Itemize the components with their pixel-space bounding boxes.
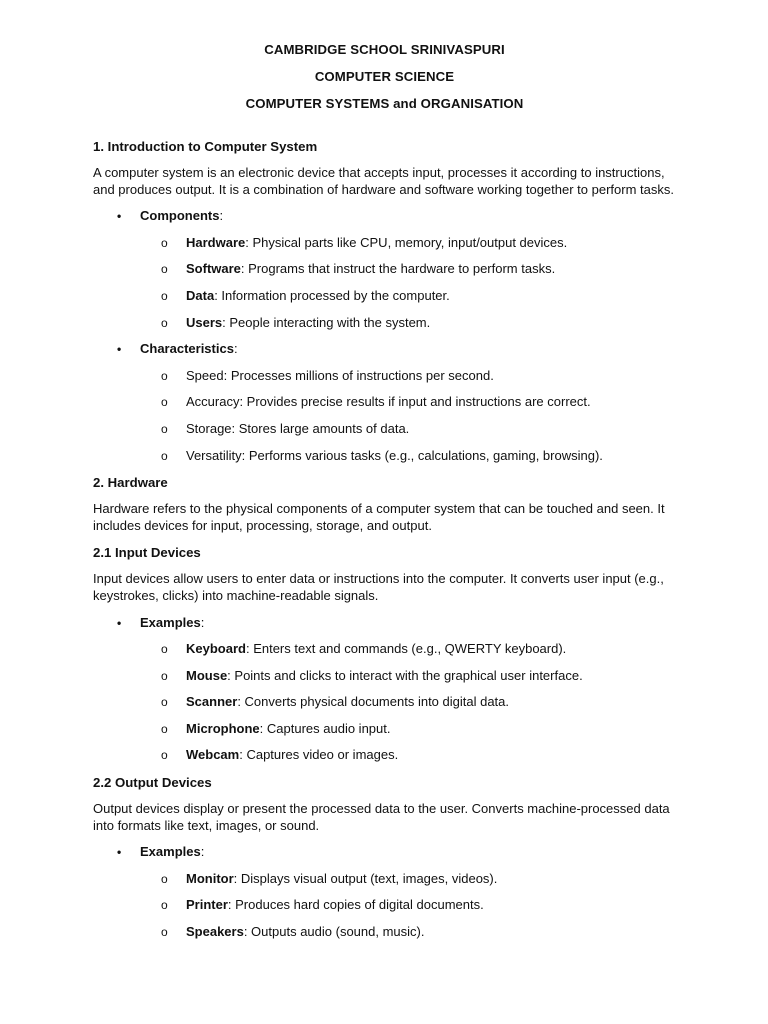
term: Printer	[186, 897, 228, 913]
section-2-2-heading: 2.2 Output Devices	[93, 775, 212, 791]
examples-bullet	[93, 844, 676, 861]
term: Software	[186, 261, 241, 277]
sub-bullet-glyph: o	[161, 448, 168, 463]
list-item	[93, 694, 676, 711]
examples-label: Examples	[140, 844, 201, 860]
section-2-1-intro: Input devices allow users to enter data or instructions into the computer. It converts user input (e.g., keystrokes, clicks) into machine-readable signals.	[93, 571, 664, 603]
colon: :	[200, 844, 205, 860]
term: Scanner	[186, 694, 238, 710]
bullet-glyph: •	[117, 209, 122, 224]
sub-bullet-glyph: o	[161, 262, 168, 277]
sub-bullet-glyph: o	[161, 668, 168, 683]
description: : People interacting with the system.	[222, 314, 431, 330]
list-item	[93, 897, 676, 914]
list-item	[93, 421, 676, 438]
colon: :	[200, 614, 205, 630]
term: Monitor	[186, 870, 234, 886]
bullet-glyph: •	[117, 845, 122, 860]
description: : Outputs audio (sound, music).	[243, 924, 425, 940]
subject-title: COMPUTER SCIENCE	[314, 69, 455, 84]
list-item	[93, 668, 676, 685]
description: : Programs that instruct the hardware to perform tasks.	[240, 261, 556, 277]
term: Keyboard	[186, 641, 246, 657]
description: : Displays visual output (text, images, videos).	[233, 870, 498, 886]
term: Hardware	[186, 234, 246, 250]
section-1-list	[93, 208, 676, 464]
characteristics-bullet	[93, 341, 676, 358]
examples-label: Examples	[140, 614, 201, 630]
list-item	[93, 315, 676, 332]
description: : Physical parts like CPU, memory, input/output devices.	[245, 234, 568, 250]
list-item	[93, 747, 676, 764]
list-item	[93, 448, 676, 465]
sub-bullet-glyph: o	[161, 421, 168, 436]
description: : Produces hard copies of digital documents.	[227, 897, 484, 913]
bullet-glyph: •	[117, 615, 122, 630]
description: : Points and clicks to interact with the graphical user interface.	[227, 667, 583, 683]
characteristics-label: Characteristics	[140, 341, 234, 357]
sub-bullet-glyph: o	[161, 695, 168, 710]
sub-bullet-glyph: o	[161, 721, 168, 736]
sub-bullet-glyph: o	[161, 395, 168, 410]
description: : Captures audio input.	[259, 720, 391, 736]
description: : Enters text and commands (e.g., QWERTY keyboard).	[245, 641, 567, 657]
list-item	[93, 235, 676, 252]
description: : Captures video or images.	[239, 747, 399, 763]
term: Data	[186, 287, 215, 303]
description: : Converts physical documents into digital data.	[237, 694, 510, 710]
characteristic-text: Storage: Stores large amounts of data.	[186, 420, 410, 436]
characteristic-text: Versatility: Performs various tasks (e.g., calculations, gaming, browsing).	[186, 447, 603, 463]
components-bullet	[93, 208, 676, 225]
list-item	[93, 288, 676, 305]
term: Webcam	[186, 747, 240, 763]
sub-bullet-glyph: o	[161, 368, 168, 383]
description: : Information processed by the computer.	[214, 287, 450, 303]
section-1-intro: A computer system is an electronic device that accepts input, processes it according to instructions, and produces output. It is a combination of hardware and software working together to perform tasks.	[93, 165, 674, 197]
list-item	[93, 641, 676, 658]
input-devices-list	[93, 615, 676, 765]
sub-bullet-glyph: o	[161, 642, 168, 657]
list-item	[93, 261, 676, 278]
topic-title: COMPUTER SYSTEMS and ORGANISATION	[245, 96, 524, 111]
characteristic-text: Speed: Processes millions of instructions per second.	[186, 367, 494, 383]
term: Mouse	[186, 667, 228, 683]
bullet-glyph: •	[117, 342, 122, 357]
list-item	[93, 924, 676, 941]
term: Microphone	[186, 720, 260, 736]
sub-bullet-glyph: o	[161, 898, 168, 913]
sub-bullet-glyph: o	[161, 925, 168, 940]
term: Speakers	[186, 924, 244, 940]
colon: :	[233, 341, 238, 357]
list-item	[93, 368, 676, 385]
sub-bullet-glyph: o	[161, 288, 168, 303]
output-devices-list	[93, 844, 676, 940]
section-1-heading: 1. Introduction to Computer System	[93, 139, 318, 154]
sub-bullet-glyph: o	[161, 748, 168, 763]
sub-bullet-glyph: o	[161, 235, 168, 250]
section-2-1-heading: 2.1 Input Devices	[93, 545, 201, 561]
section-2-intro: Hardware refers to the physical components of a computer system that can be touched and seen. It includes devices for input, processing, storage, and output.	[93, 501, 665, 533]
sub-bullet-glyph: o	[161, 871, 168, 886]
list-item	[93, 394, 676, 411]
school-name: CAMBRIDGE SCHOOL SRINIVASPURI	[264, 42, 505, 57]
list-item	[93, 721, 676, 738]
section-2-heading: 2. Hardware	[93, 475, 168, 491]
components-label: Components	[140, 208, 220, 224]
sub-bullet-glyph: o	[161, 315, 168, 330]
list-item	[93, 871, 676, 888]
examples-bullet	[93, 615, 676, 632]
characteristic-text: Accuracy: Provides precise results if input and instructions are correct.	[186, 394, 591, 410]
colon: :	[219, 208, 224, 224]
term: Users	[186, 314, 223, 330]
section-2-2-intro: Output devices display or present the processed data to the user. Converts machine-processed data into formats like text, images, or sound.	[93, 801, 670, 833]
